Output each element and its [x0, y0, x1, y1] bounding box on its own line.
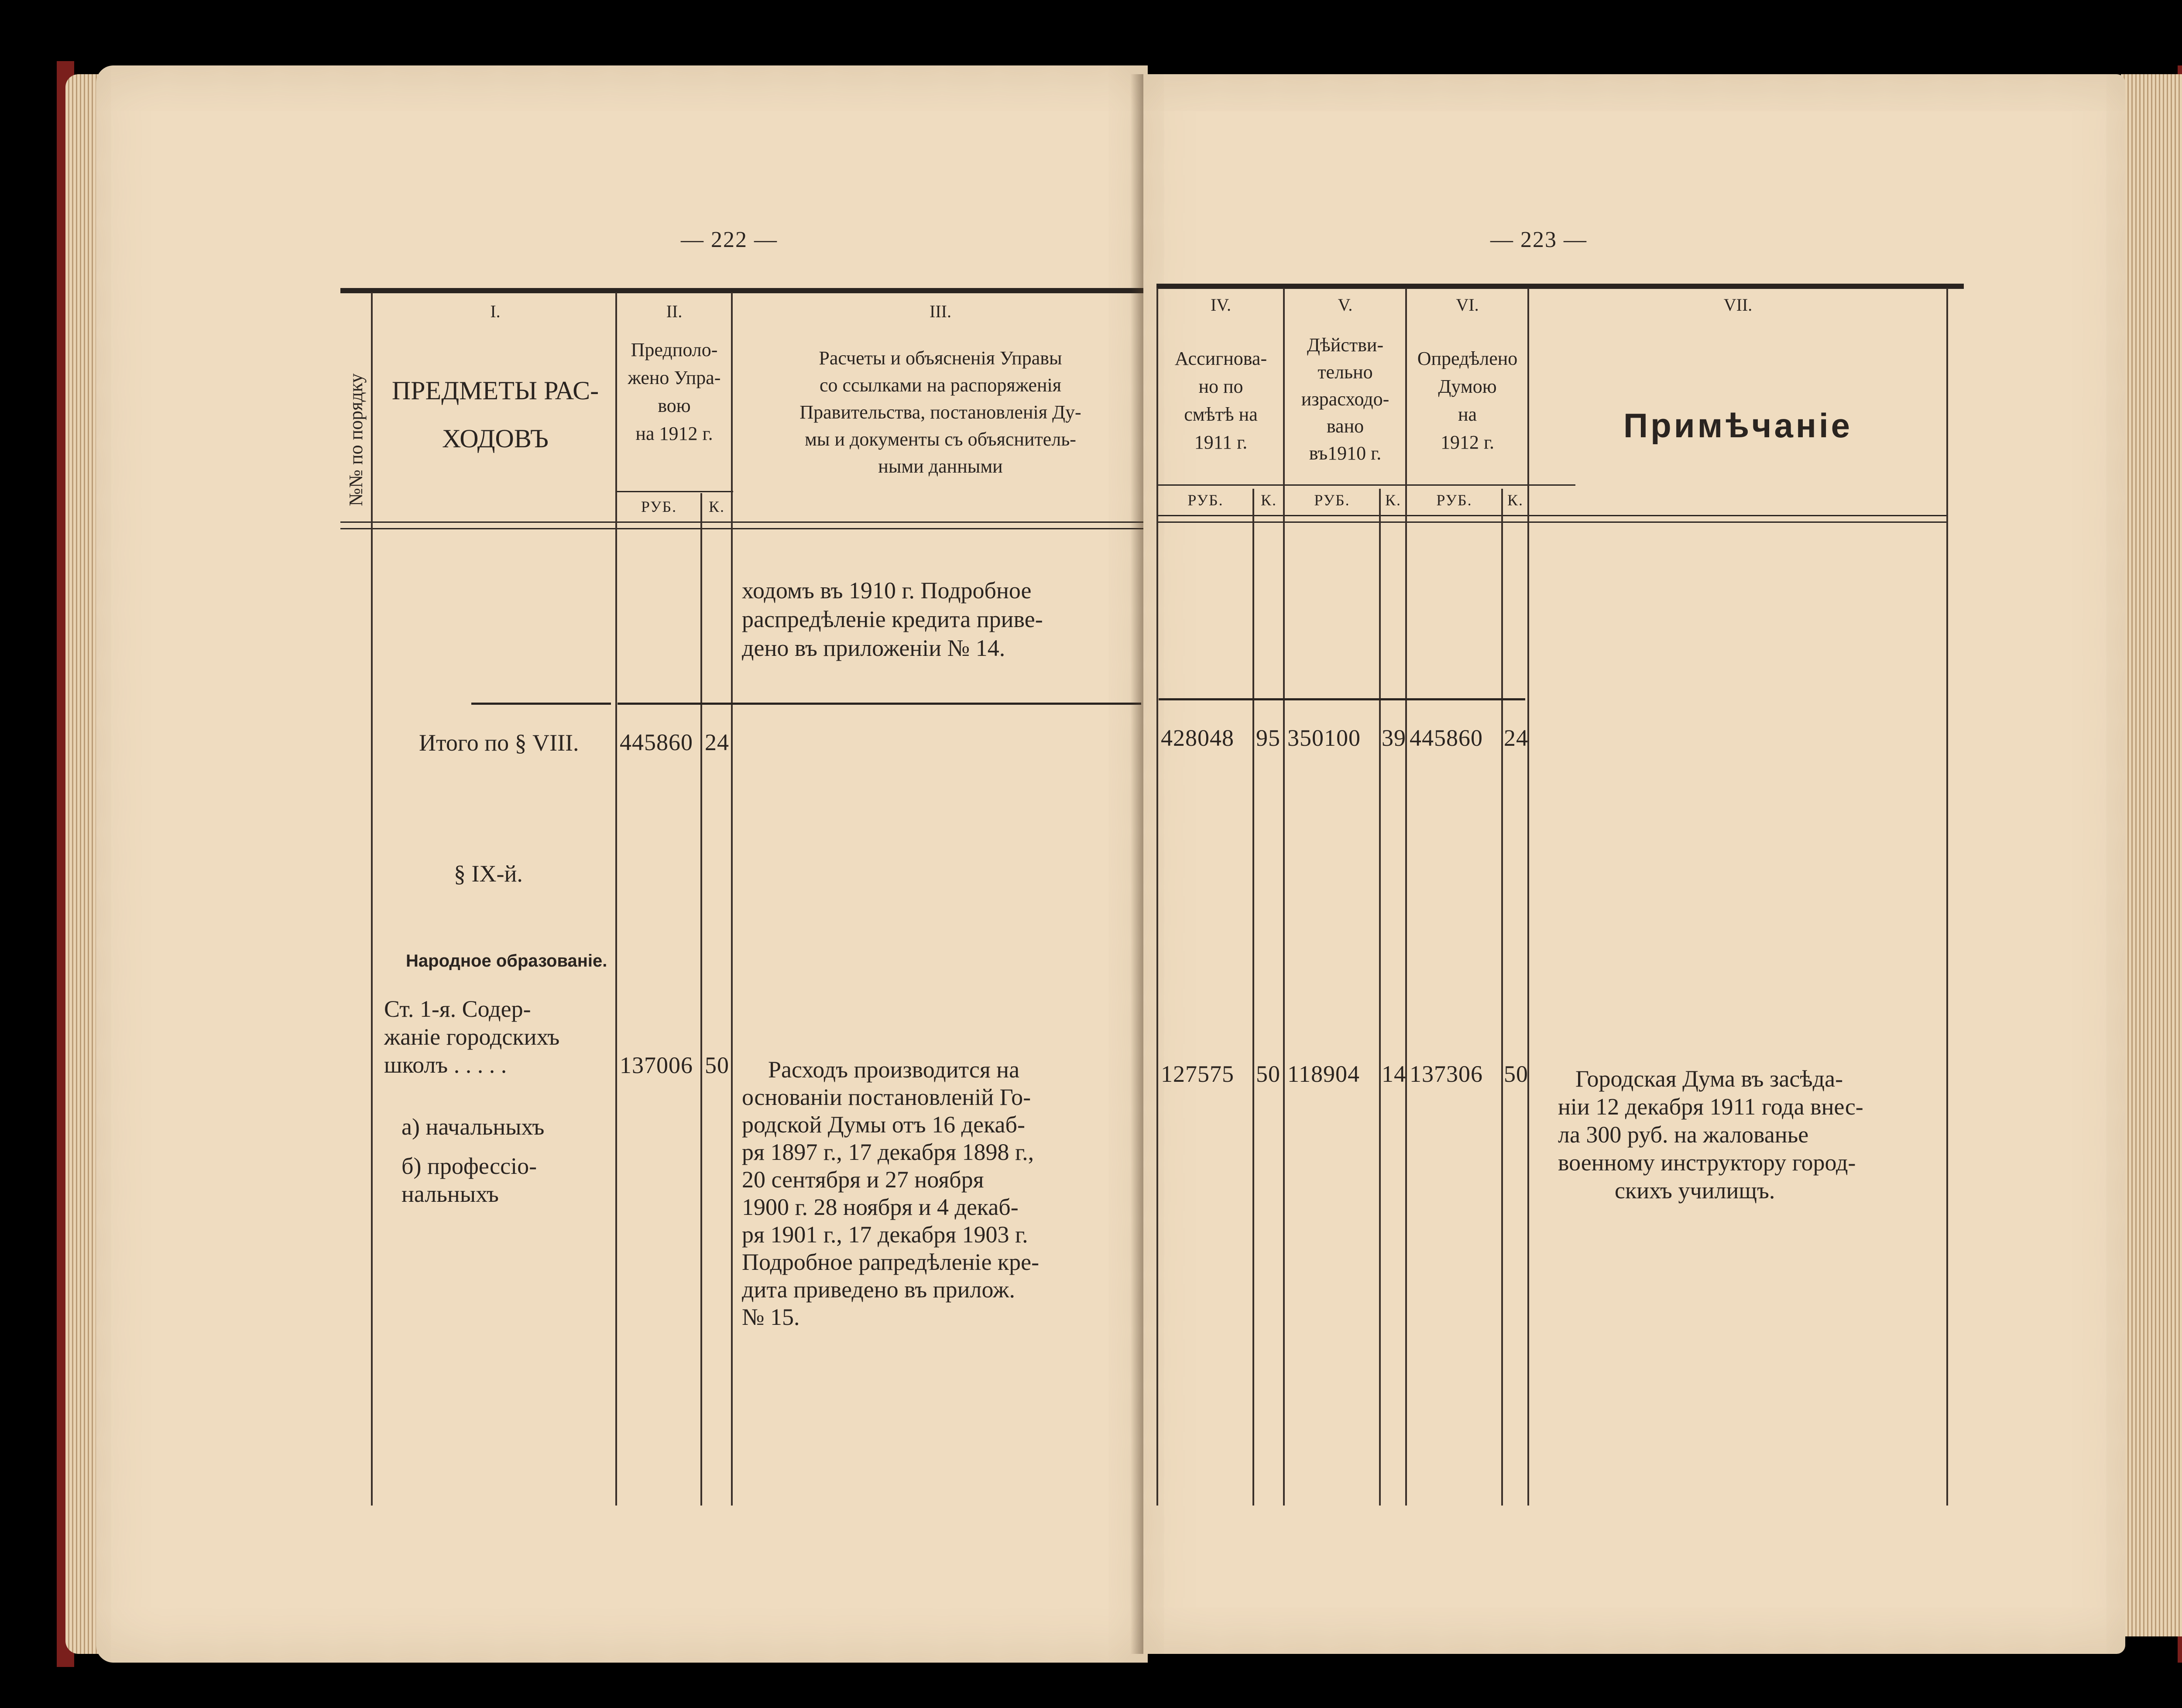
item-vi-k: 50 [1504, 1061, 1528, 1087]
item-b: б) профессіо- нальныхъ [401, 1153, 537, 1207]
item-rub: 137006 [620, 1052, 693, 1078]
unit-rub: РУБ. [641, 498, 677, 515]
page-number: — 222 — [681, 227, 778, 252]
unit-rub: РУБ. [1187, 491, 1224, 509]
col-I-title: ПРЕДМЕТЫ РАС-ХОДОВЪ [391, 376, 599, 453]
header-bottom-rule [1156, 515, 1946, 516]
total-vi-rub: 445860 [1410, 725, 1483, 751]
col-rule [1405, 288, 1407, 1506]
page-edges-right [2121, 74, 2182, 1636]
section-title: § IX-й. [454, 861, 523, 887]
total-rule [471, 703, 611, 705]
header-bottom-rule-2 [340, 528, 1148, 529]
col-rule [1283, 288, 1285, 1506]
item-iv-rub: 127575 [1161, 1061, 1234, 1087]
unit-k: К. [1260, 491, 1277, 509]
top-rule [1156, 284, 1964, 289]
col-I-roman: I. [490, 302, 501, 321]
total-iv-k: 95 [1256, 725, 1280, 751]
col-rule [731, 292, 733, 1506]
col-VI-title: Опредѣлено Думою на 1912 г. [1417, 348, 1518, 453]
total-rule [618, 703, 1141, 705]
top-rule [340, 288, 1148, 293]
item-a: а) начальныхъ [401, 1114, 545, 1140]
right-page [1143, 74, 2125, 1654]
left-page [96, 65, 1148, 1663]
col-II-roman: II. [666, 302, 683, 321]
unit-rule [1156, 484, 1575, 486]
col-VII-roman: VII. [1723, 295, 1753, 315]
col-rule [1946, 288, 1948, 1506]
unit-k: К. [1385, 491, 1401, 509]
note-text: Городская Дума въ засѣда- ніи 12 декабря 1911 года внес- ла 300 руб. на жалованье военному инструктору город- скихъ училищъ. [1558, 1066, 1863, 1204]
unit-rule [615, 491, 733, 492]
col-II-title: Предполо- жено Упра- вою на 1912 г. [628, 339, 721, 444]
item-explanation: Расходъ производится на основаніи постановленій Го- родской Думы отъ 16 декаб- ря 1897 г., 17 декабря 1898 г., 20 сентября и 27 ноября 1900 г. 28 ноября и 4 декаб- ря 1901 г., 17 декабря 1903 г. Подробное рапредѣленіе кре- дита приведено въ прилож. № 15. [742, 1056, 1040, 1330]
col-VI-roman: VI. [1456, 295, 1479, 315]
col-III-roman: III. [930, 302, 951, 321]
item-label: Ст. 1-я. Содер- жаніе городскихъ школъ . . . . . [384, 996, 560, 1078]
continued-text: ходомъ въ 1910 г. Подробное распредѣленіе кредита приве- дено въ приложеніи № 14. [742, 577, 1043, 661]
unit-k: К. [1507, 491, 1523, 509]
total-v-rub: 350100 [1287, 725, 1361, 751]
col-rule [1156, 288, 1158, 1506]
col-rule [1527, 288, 1529, 1506]
col-rule [371, 292, 373, 1506]
col-V-title: Дѣйстви- тельно израсходо- вано въ1910 г. [1301, 334, 1389, 464]
col-rule [1252, 489, 1254, 1506]
item-vi-rub: 137306 [1410, 1061, 1483, 1087]
page-edges-left [65, 74, 100, 1654]
item-v-k: 14 [1382, 1061, 1406, 1087]
col-IV-roman: IV. [1210, 295, 1232, 315]
total-v-k: 39 [1382, 725, 1406, 751]
total-rule [1159, 698, 1525, 700]
total-label: Итого по § VIII. [419, 730, 579, 756]
col-rule [1379, 489, 1381, 1506]
unit-k: К. [708, 498, 725, 515]
section-subtitle: Народное образованіе. [406, 951, 607, 971]
header-bottom-rule-2 [1156, 521, 1946, 523]
item-v-rub: 118904 [1287, 1061, 1360, 1087]
col-VII-title: Примѣчаніе [1623, 406, 1853, 445]
unit-rub: РУБ. [1436, 491, 1472, 509]
total-k: 24 [705, 729, 729, 755]
col-rule [700, 493, 702, 1506]
col-IV-title: Ассигнова- но по смѣтѣ на 1911 г. [1174, 348, 1267, 453]
header-bottom-rule [340, 521, 1148, 523]
unit-rub: РУБ. [1314, 491, 1350, 509]
item-k: 50 [705, 1052, 729, 1078]
page-number: — 223 — [1490, 227, 1587, 252]
col-rule [1501, 489, 1503, 1506]
col-no-header: №№ по порядку [345, 373, 367, 506]
total-vi-k: 24 [1504, 725, 1528, 751]
col-V-roman: V. [1338, 295, 1353, 315]
col-rule [615, 292, 617, 1506]
total-rub: 445860 [620, 729, 693, 755]
total-iv-rub: 428048 [1161, 725, 1234, 751]
col-III-title: Расчеты и объясненія Управы со ссылками на распоряженія Правительства, постановленія Ду- мы и документы съ объяснитель- ными данными [799, 347, 1081, 477]
item-iv-k: 50 [1256, 1061, 1280, 1087]
